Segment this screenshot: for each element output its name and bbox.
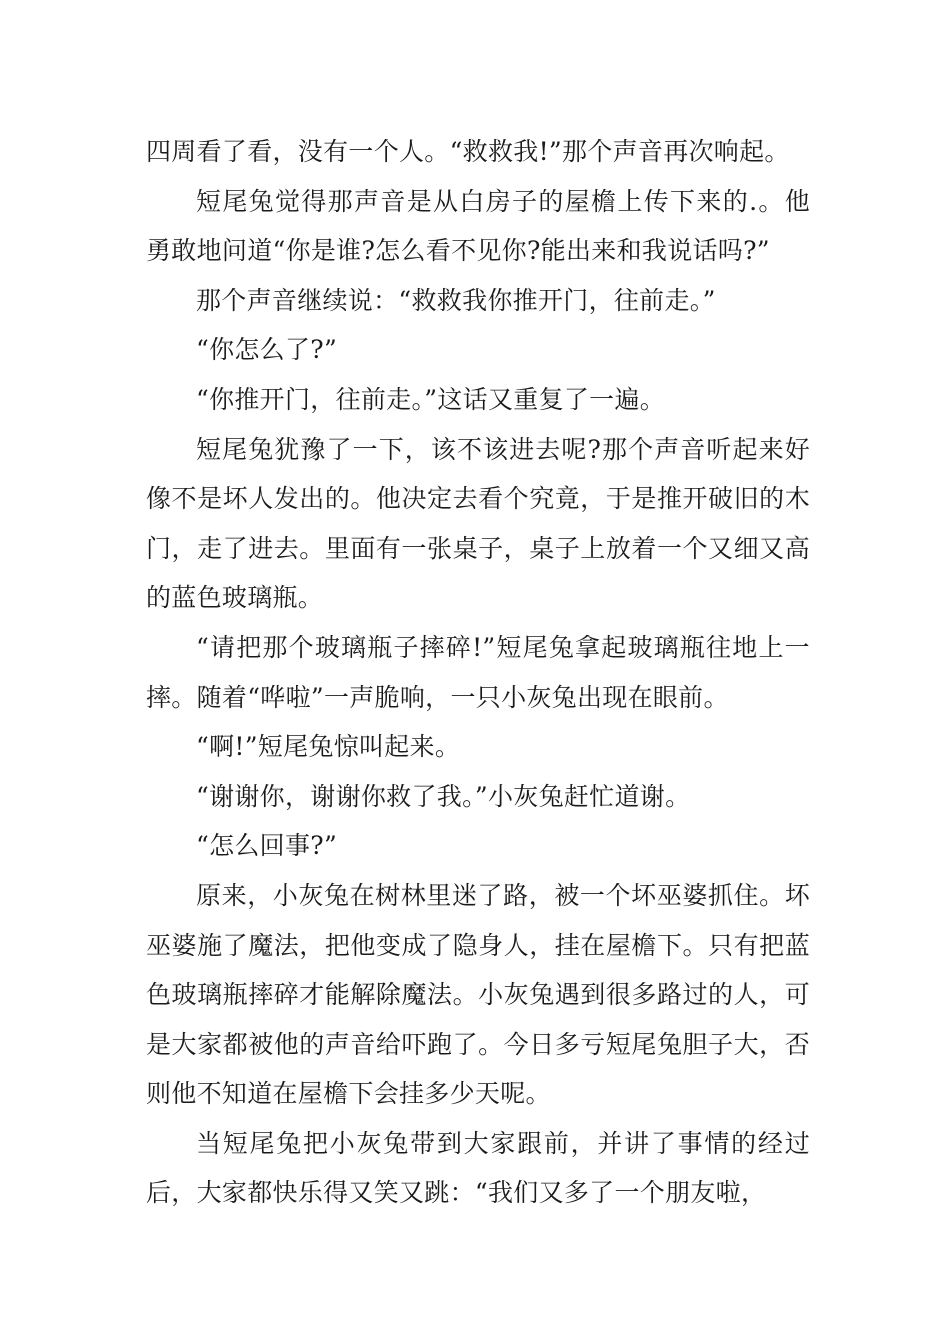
paragraph: “你怎么了?” — [196, 335, 338, 365]
paragraph: 当短尾兔把小灰兔带到大家跟前，并讲了事情的经过后，大家都快乐得又笑又跳：“我们又多了一个朋友啦， — [146, 1128, 810, 1208]
document-body — [146, 127, 810, 1218]
paragraph: 那个声音继续说：“救救我你推开门，往前走。” — [196, 285, 716, 315]
paragraph: 原来，小灰兔在树林里迷了路，被一个坏巫婆抓住。坏巫婆施了魔法，把他变成了隐身人，挂在屋檐下。只有把蓝色玻璃瓶摔碎才能解除魔法。小灰兔遇到很多路过的人，可是大家都被他的声音给吓跑了。今日多亏短尾兔胆子大，否则他不知道在屋檐下会挂多少天呢。 — [146, 880, 810, 1109]
paragraph: “请把那个玻璃瓶子摔碎!”短尾兔拿起玻璃瓶往地上一摔。随着“哗啦”一声脆响，一只小灰兔出现在眼前。 — [146, 632, 810, 712]
paragraph: “你推开门，往前走。”这话又重复了一遍。 — [196, 384, 666, 414]
paragraph: 短尾兔犹豫了一下，该不该进去呢?那个声音听起来好像不是坏人发出的。他决定去看个究竟，于是推开破旧的木门，走了进去。里面有一张桌子，桌子上放着一个又细又高的蓝色玻璃瓶。 — [146, 434, 810, 613]
paragraph: “啊!”短尾兔惊叫起来。 — [196, 732, 461, 762]
paragraph: “谢谢你，谢谢你救了我。”小灰兔赶忙道谢。 — [196, 781, 691, 811]
paragraph: “怎么回事?” — [196, 831, 338, 861]
paragraph: 短尾兔觉得那声音是从白房子的屋檐上传下来的.。他勇敢地问道“你是谁?怎么看不见你?能出来和我说话吗?” — [146, 186, 810, 266]
paragraph: 四周看了看，没有一个人。“救救我!”那个声音再次响起。 — [146, 137, 790, 166]
